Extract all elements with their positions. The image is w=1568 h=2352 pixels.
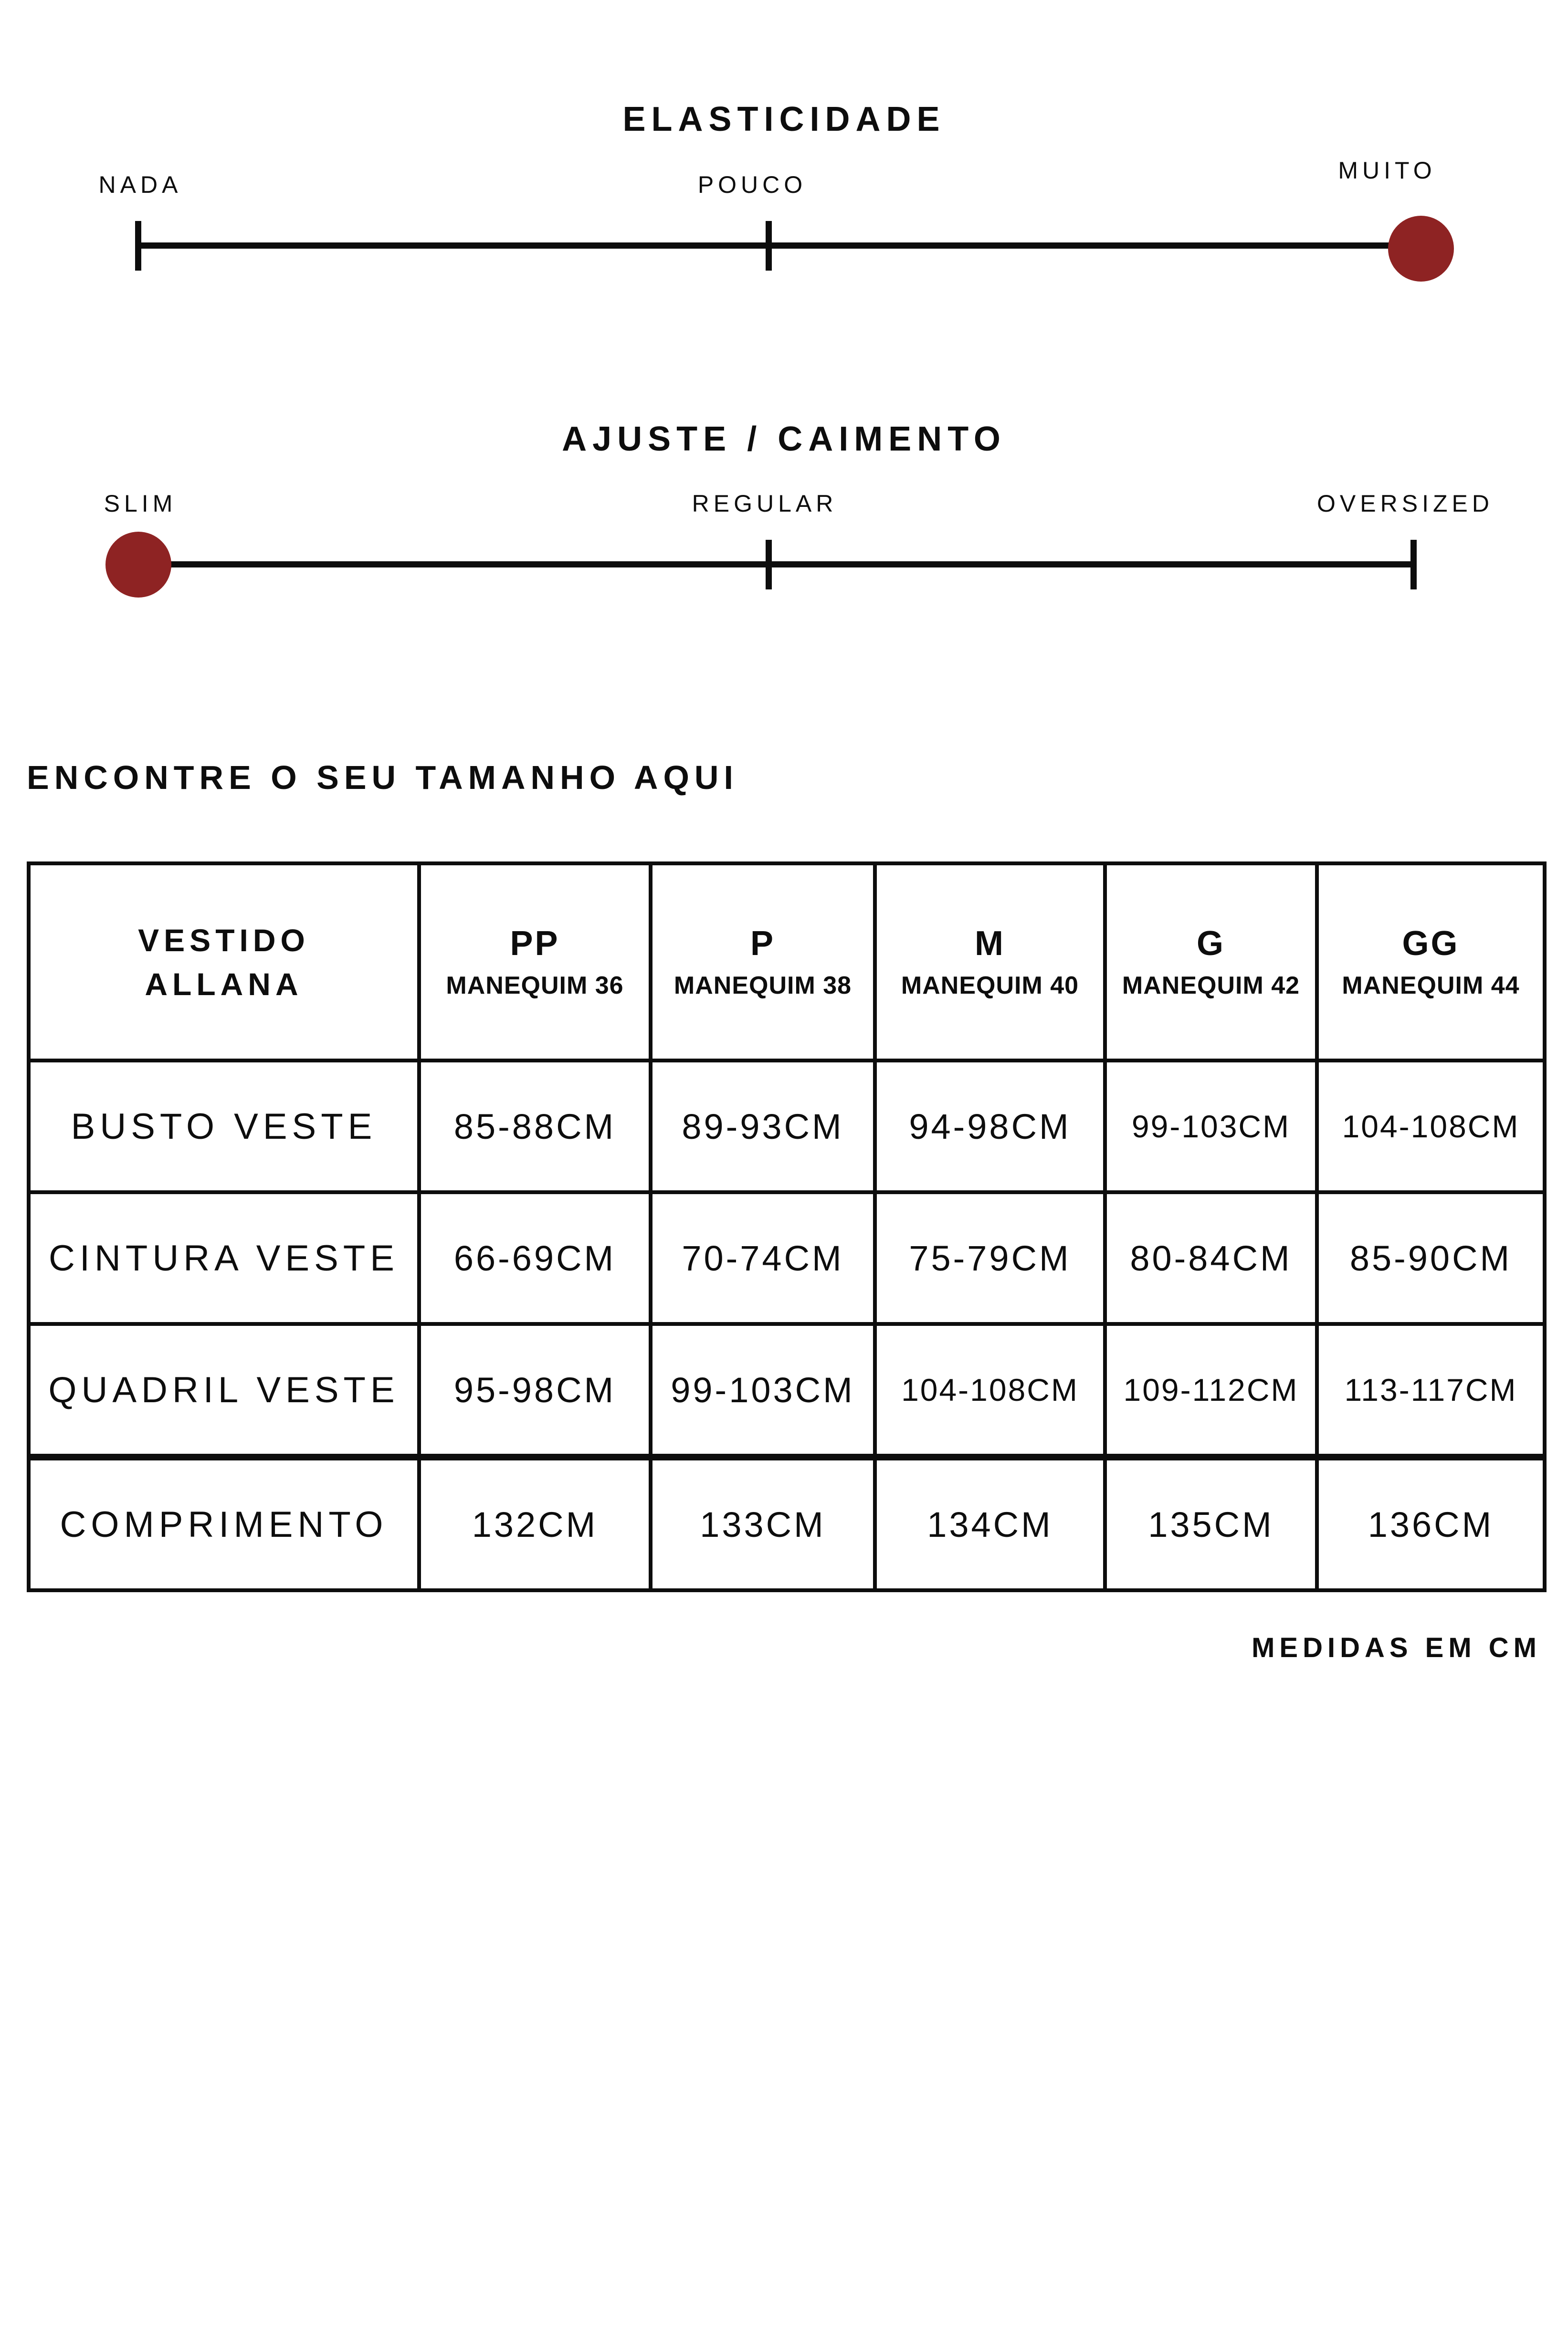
elasticity-tick-middle (766, 221, 772, 271)
elasticity-label-none: NADA (98, 171, 182, 198)
row-label: CINTURA VESTE (29, 1192, 419, 1324)
fit-label-oversized: OVERSIZED (1317, 490, 1494, 517)
row-label: QUADRIL VESTE (29, 1324, 419, 1457)
table-cell: 80-84CM (1105, 1192, 1317, 1324)
elasticity-title: ELASTICIDADE (622, 100, 946, 138)
table-cell: 89-93CM (651, 1060, 875, 1192)
size-header-pp (419, 863, 651, 1060)
table-cell: 109-112CM (1105, 1324, 1317, 1457)
table-cell: 70-74CM (651, 1192, 875, 1324)
elasticity-label-high: MUITO (1338, 157, 1436, 184)
size-mannequin: MANEQUIM 36 (446, 971, 624, 999)
fit-tick-right (1410, 540, 1417, 589)
table-cell: 99-103CM (1105, 1060, 1317, 1192)
size-code: P (750, 924, 776, 963)
table-cell: 66-69CM (419, 1192, 651, 1324)
table-cell: 113-117CM (1317, 1324, 1545, 1457)
fit-scale-line (138, 561, 1417, 567)
table-cell: 95-98CM (419, 1324, 651, 1457)
table-row-length (29, 1457, 1545, 1590)
fit-label-slim: SLIM (104, 490, 177, 517)
measurement-footnote: MEDIDAS EM CM (1252, 1632, 1541, 1663)
table-cell: 85-88CM (419, 1060, 651, 1192)
size-table (27, 861, 1547, 1592)
table-cell: 75-79CM (875, 1192, 1105, 1324)
elasticity-scale-line (135, 242, 1421, 249)
table-cell: 104-108CM (1317, 1060, 1545, 1192)
table-cell: 99-103CM (651, 1324, 875, 1457)
table-row-waist (29, 1192, 1545, 1324)
fit-tick-middle (766, 540, 772, 589)
size-code: GG (1402, 924, 1460, 963)
table-row-hip (29, 1324, 1545, 1457)
size-code: M (975, 924, 1005, 963)
table-cell: 136CM (1317, 1457, 1545, 1590)
elasticity-label-low: POUCO (697, 171, 807, 198)
row-label: BUSTO VESTE (29, 1060, 419, 1192)
size-header-m (875, 863, 1105, 1060)
fit-label-regular: REGULAR (692, 490, 838, 517)
product-name-cell (29, 863, 419, 1060)
table-cell: 85-90CM (1317, 1192, 1545, 1324)
size-code: PP (510, 924, 560, 963)
size-mannequin: MANEQUIM 38 (674, 971, 852, 999)
elasticity-tick-left (135, 221, 141, 271)
table-cell: 132CM (419, 1457, 651, 1590)
table-cell: 94-98CM (875, 1060, 1105, 1192)
size-mannequin: MANEQUIM 44 (1342, 971, 1520, 999)
table-cell: 135CM (1105, 1457, 1317, 1590)
product-name: VESTIDO ALLANA (138, 922, 310, 1002)
size-header-g (1105, 863, 1317, 1060)
size-mannequin: MANEQUIM 40 (901, 971, 1079, 999)
size-guide-title: ENCONTRE O SEU TAMANHO AQUI (27, 759, 738, 796)
size-header-gg (1317, 863, 1545, 1060)
table-cell: 133CM (651, 1457, 875, 1590)
row-label: COMPRIMENTO (29, 1457, 419, 1590)
size-mannequin: MANEQUIM 42 (1122, 971, 1300, 999)
size-table-header-row (29, 863, 1545, 1060)
elasticity-selected-marker (1388, 216, 1454, 282)
table-cell: 104-108CM (875, 1324, 1105, 1457)
table-row-bust (29, 1060, 1545, 1192)
fit-selected-marker (105, 532, 171, 598)
fit-title: AJUSTE / CAIMENTO (562, 420, 1006, 458)
size-header-p (651, 863, 875, 1060)
size-code: G (1196, 924, 1225, 963)
table-cell: 134CM (875, 1457, 1105, 1590)
